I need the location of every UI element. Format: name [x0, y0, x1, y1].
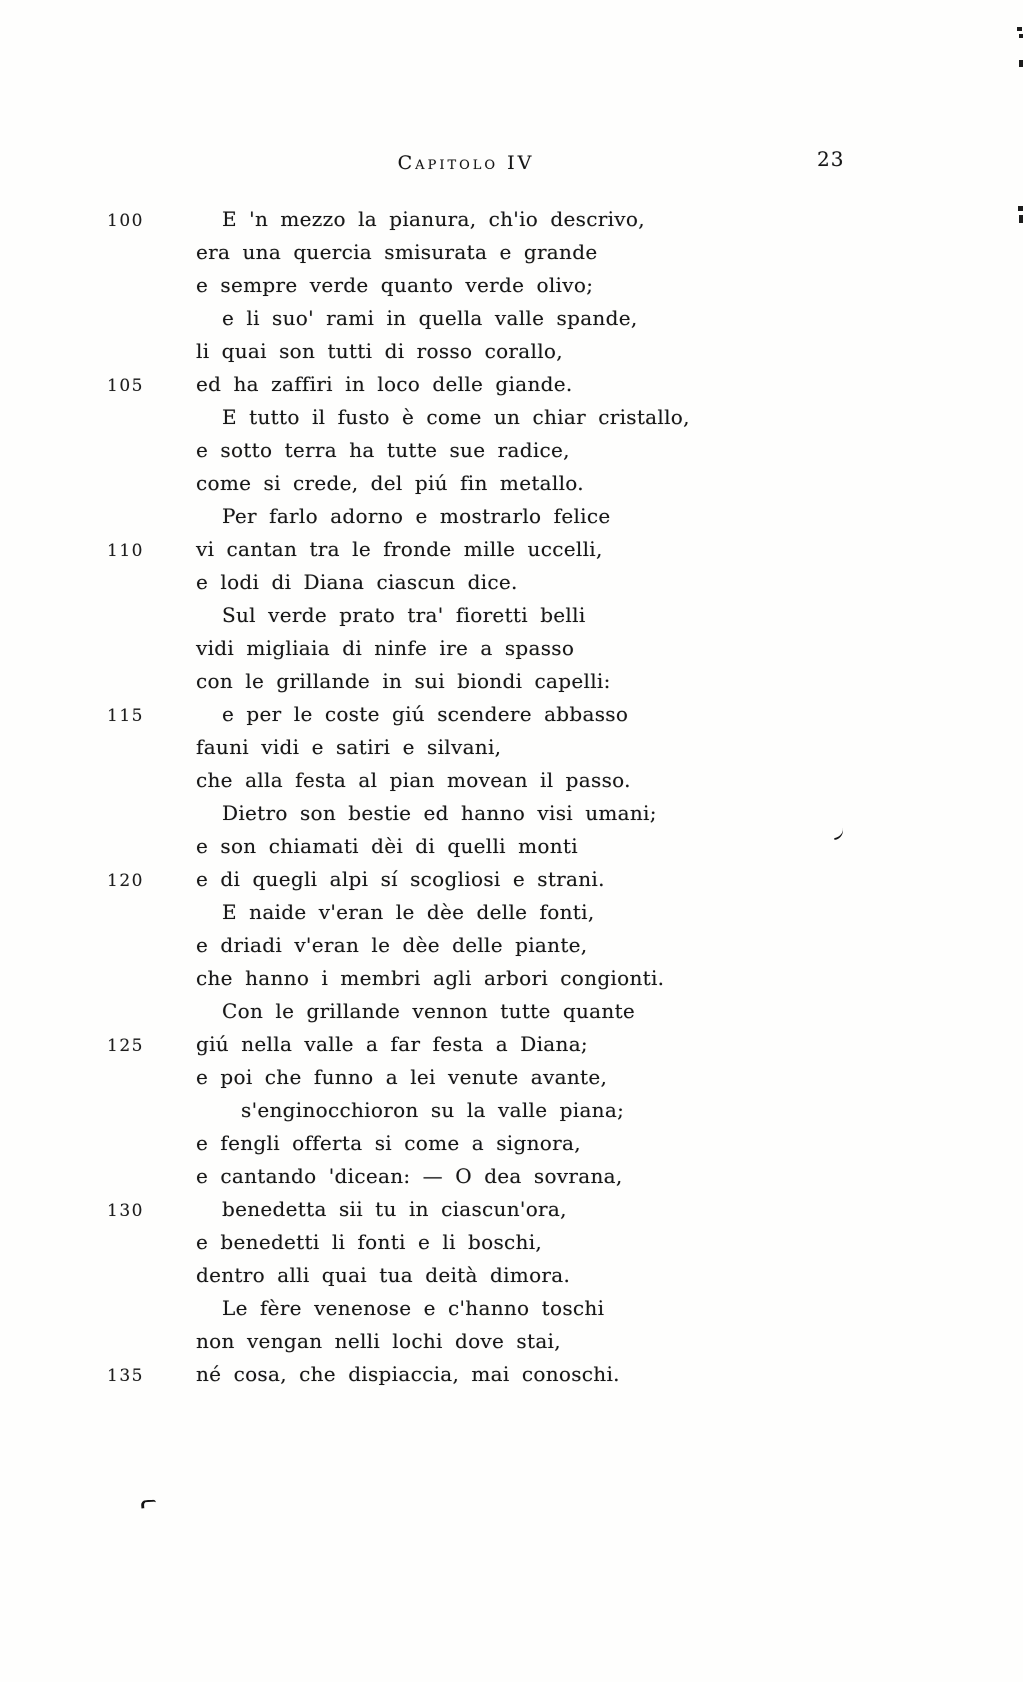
- verse-line: [107, 1325, 690, 1358]
- verse-text: come si crede, del piú fin metallo.: [196, 471, 584, 495]
- verse-line: [107, 236, 690, 269]
- line-number: 115: [107, 706, 144, 726]
- verse-text: benedetta sii tu in ciascun'ora,: [222, 1197, 567, 1221]
- verse-line: [107, 566, 690, 599]
- verse-text: giú nella valle a far festa a Diana;: [196, 1032, 588, 1056]
- verse-text: e lodi di Diana ciascun dice.: [196, 570, 518, 594]
- verse-text: e benedetti li fonti e li boschi,: [196, 1230, 543, 1254]
- verse-line: [107, 500, 690, 533]
- verse-text: e poi che funno a lei venute avante,: [196, 1065, 608, 1089]
- line-number: 130: [107, 1201, 144, 1221]
- verse-line: [107, 1094, 690, 1127]
- verse-line: [107, 1226, 690, 1259]
- scan-speck: [1017, 27, 1022, 31]
- verse-text: vi cantan tra le fronde mille uccelli,: [196, 537, 603, 561]
- verse-line: [107, 467, 690, 500]
- verse-line: [107, 995, 690, 1028]
- verse-line: [107, 1292, 690, 1325]
- verse-line: [107, 962, 690, 995]
- verse-text: e di quegli alpi sí scogliosi e strani.: [196, 867, 605, 891]
- verse-text: ed ha zaffiri in loco delle giande.: [196, 372, 573, 396]
- verse-line: [107, 830, 690, 863]
- verse-text: E naide v'eran le dèe delle fonti,: [222, 900, 595, 924]
- verse-line: [107, 764, 690, 797]
- verse-text: e son chiamati dèi di quelli monti: [196, 834, 578, 858]
- verse-text: Con le grillande vennon tutte quante: [222, 999, 636, 1023]
- verse-text: e per le coste giú scendere abbasso: [222, 702, 629, 726]
- verse-text: che hanno i membri agli arbori congionti.: [196, 966, 665, 990]
- line-number: 135: [107, 1366, 144, 1386]
- line-number: 100: [107, 211, 144, 231]
- verse-line: [107, 434, 690, 467]
- verse-line: [107, 401, 690, 434]
- verse-line: [107, 797, 690, 830]
- verse-line: [107, 1259, 690, 1292]
- verse-text: né cosa, che dispiaccia, mai conoschi.: [196, 1362, 620, 1386]
- verse-text: Sul verde prato tra' fioretti belli: [222, 603, 586, 627]
- verse-text: dentro alli quai tua deità dimora.: [196, 1263, 571, 1287]
- verse-line: [107, 1061, 690, 1094]
- verse-line: [107, 269, 690, 302]
- verse-text: e sempre verde quanto verde olivo;: [196, 273, 594, 297]
- scan-speck: [1019, 34, 1023, 38]
- scan-speck: [1019, 215, 1023, 223]
- verse-text: fauni vidi e satiri e silvani,: [196, 735, 502, 759]
- verse-text: e fengli offerta si come a signora,: [196, 1131, 581, 1155]
- verse-line: [107, 698, 690, 731]
- ink-mark: [141, 1499, 157, 1508]
- verse-text: Per farlo adorno e mostrarlo felice: [222, 504, 611, 528]
- verse-line: [107, 1193, 690, 1226]
- verse-text: che alla festa al pian movean il passo.: [196, 768, 631, 792]
- line-number: 125: [107, 1036, 144, 1056]
- verse-line: [107, 599, 690, 632]
- verse-text: con le grillande in sui biondi capelli:: [196, 669, 611, 693]
- verse-text: E tutto il fusto è come un chiar cristallo,: [222, 405, 690, 429]
- verse-text: vidi migliaia di ninfe ire a spasso: [196, 636, 575, 660]
- verse-line: [107, 665, 690, 698]
- verse-text: era una quercia smisurata e grande: [196, 240, 598, 264]
- verse-line: [107, 863, 690, 896]
- verse-text: e driadi v'eran le dèe delle piante,: [196, 933, 588, 957]
- verse-text: e li suo' rami in quella valle spande,: [222, 306, 638, 330]
- verse-line: [107, 1358, 690, 1391]
- verse-text: s'enginocchioron su la valle piana;: [241, 1098, 625, 1122]
- verse-line: [107, 632, 690, 665]
- verse-line: [107, 203, 690, 236]
- verse-line: [107, 1160, 690, 1193]
- verse-line: [107, 533, 690, 566]
- line-number: 105: [107, 376, 144, 396]
- verse-line: [107, 335, 690, 368]
- scan-speck: [1019, 60, 1023, 67]
- verse-text: e cantando 'dicean: — O dea sovrana,: [196, 1164, 623, 1188]
- verse-block: [107, 203, 690, 1391]
- line-number: 120: [107, 871, 144, 891]
- verse-text: li quai son tutti di rosso corallo,: [196, 339, 563, 363]
- line-number: 110: [107, 541, 144, 561]
- verse-text: non vengan nelli lochi dove stai,: [196, 1329, 561, 1353]
- verse-line: [107, 1127, 690, 1160]
- verse-line: [107, 1028, 690, 1061]
- ink-mark: [832, 827, 845, 840]
- verse-line: [107, 302, 690, 335]
- scan-speck: [1018, 206, 1023, 211]
- verse-text: E 'n mezzo la pianura, ch'io descrivo,: [222, 207, 645, 231]
- running-head-chapter: Capitolo IV: [397, 152, 535, 174]
- verse-line: [107, 731, 690, 764]
- verse-text: Dietro son bestie ed hanno visi umani;: [222, 801, 657, 825]
- verse-line: [107, 896, 690, 929]
- verse-line: [107, 929, 690, 962]
- verse-text: Le fère venenose e c'hanno toschi: [222, 1296, 605, 1320]
- verse-text: e sotto terra ha tutte sue radice,: [196, 438, 570, 462]
- verse-line: [107, 368, 690, 401]
- page-number: 23: [817, 147, 845, 171]
